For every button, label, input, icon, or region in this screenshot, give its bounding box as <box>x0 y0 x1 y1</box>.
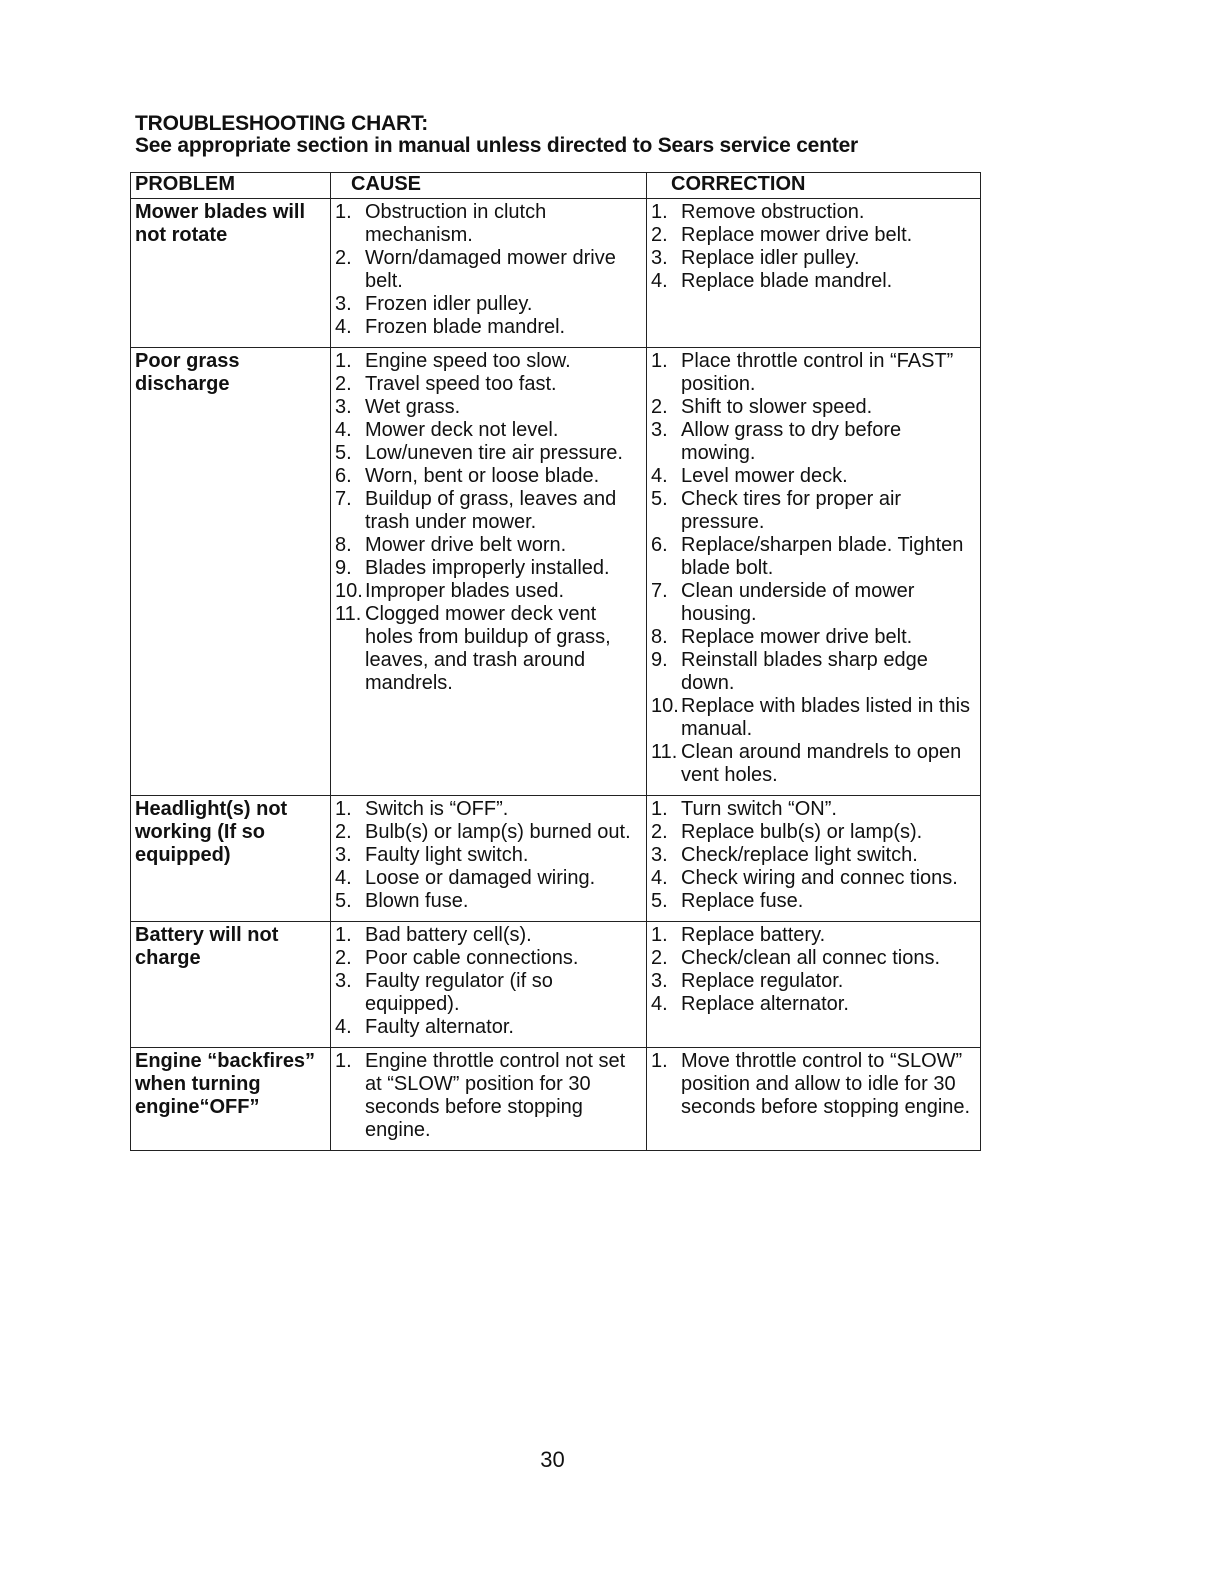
correction-item-number: 3. <box>651 844 668 866</box>
correction-item <box>651 224 976 247</box>
table-row <box>131 796 981 922</box>
cause-item-number: 3. <box>335 293 352 315</box>
cause-item <box>335 1050 642 1142</box>
correction-item <box>651 695 976 741</box>
correction-item-text: Turn switch “ON”. <box>681 798 837 820</box>
correction-item <box>651 798 976 821</box>
cause-item-number: 8. <box>335 534 352 556</box>
correction-item-text: Replace battery. <box>681 924 826 946</box>
correction-item <box>651 867 976 890</box>
problem-cell: Battery will not charge <box>131 922 331 1048</box>
correction-item <box>651 821 976 844</box>
correction-item-number: 7. <box>651 580 668 602</box>
header-correction: CORRECTION <box>647 173 981 199</box>
cause-item-text: Travel speed too fast. <box>365 373 557 395</box>
correction-item <box>651 419 976 465</box>
correction-item <box>651 201 976 224</box>
cause-item-number: 1. <box>335 1050 352 1072</box>
correction-cell <box>647 1048 981 1151</box>
correction-item <box>651 488 976 534</box>
correction-list <box>651 924 976 1016</box>
cause-item <box>335 580 642 603</box>
cause-cell <box>331 199 647 348</box>
cause-item <box>335 293 642 316</box>
cause-item <box>335 247 642 293</box>
header-problem: PROBLEM <box>131 173 331 199</box>
cause-item-text: Buildup of grass, leaves and trash under mower. <box>365 488 617 533</box>
cause-item <box>335 201 642 247</box>
cause-item-number: 3. <box>335 844 352 866</box>
cause-cell <box>331 796 647 922</box>
correction-item <box>651 626 976 649</box>
header-cause: CAUSE <box>331 173 647 199</box>
correction-item-text: Reinstall blades sharp edge down. <box>681 649 928 694</box>
correction-item-text: Allow grass to dry before mowing. <box>681 419 902 464</box>
cause-item-text: Low/uneven tire air pressure. <box>365 442 623 464</box>
correction-item-text: Replace mower drive belt. <box>681 626 913 648</box>
cause-item-number: 1. <box>335 924 352 946</box>
correction-cell <box>647 922 981 1048</box>
correction-list <box>651 798 976 913</box>
cause-item-number: 2. <box>335 247 352 269</box>
correction-item-text: Level mower deck. <box>681 465 848 487</box>
cause-item-text: Loose or damaged wiring. <box>365 867 596 889</box>
cause-item-number: 3. <box>335 396 352 418</box>
cause-list <box>335 350 642 695</box>
correction-item-number: 10. <box>651 695 679 717</box>
correction-item-text: Check tires for proper air pressure. <box>681 488 902 533</box>
cause-item-text: Blades improperly installed. <box>365 557 610 579</box>
cause-cell <box>331 922 647 1048</box>
correction-item <box>651 534 976 580</box>
cause-list <box>335 924 642 1039</box>
cause-item-text: Bulb(s) or lamp(s) burned out. <box>365 821 631 843</box>
correction-item-number: 3. <box>651 247 668 269</box>
correction-item <box>651 890 976 913</box>
cause-item <box>335 924 642 947</box>
correction-list <box>651 350 976 787</box>
correction-item-number: 5. <box>651 890 668 912</box>
correction-item-number: 3. <box>651 970 668 992</box>
correction-item <box>651 396 976 419</box>
cause-item-text: Faulty regulator (if so equipped). <box>365 970 553 1015</box>
cause-item-number: 2. <box>335 821 352 843</box>
cause-item-text: Mower deck not level. <box>365 419 559 441</box>
correction-item-number: 3. <box>651 419 668 441</box>
cause-item <box>335 350 642 373</box>
cause-item <box>335 419 642 442</box>
page-number: 30 <box>540 1447 565 1472</box>
correction-cell <box>647 199 981 348</box>
cause-item <box>335 970 642 1016</box>
cause-item <box>335 890 642 913</box>
cause-item-number: 1. <box>335 350 352 372</box>
correction-item <box>651 350 976 396</box>
cause-item <box>335 603 642 695</box>
correction-item-text: Replace with blades listed in this manual. <box>681 695 971 740</box>
correction-item <box>651 924 976 947</box>
correction-item <box>651 580 976 626</box>
correction-item-number: 1. <box>651 201 668 223</box>
correction-item-text: Check/replace light switch. <box>681 844 918 866</box>
cause-item-text: Engine throttle control not set at “SLOW” position for 30 seconds before stopping engine. <box>365 1050 626 1141</box>
cause-item-number: 5. <box>335 442 352 464</box>
correction-item-text: Replace fuse. <box>681 890 804 912</box>
cause-item-text: Worn, bent or loose blade. <box>365 465 600 487</box>
correction-item-number: 1. <box>651 350 668 372</box>
correction-item-text: Replace alternator. <box>681 993 849 1015</box>
cause-item <box>335 396 642 419</box>
cause-item-text: Mower drive belt worn. <box>365 534 567 556</box>
cause-item-text: Bad battery cell(s). <box>365 924 532 946</box>
correction-item-text: Replace bulb(s) or lamp(s). <box>681 821 923 843</box>
cause-list <box>335 201 642 339</box>
correction-cell <box>647 348 981 796</box>
correction-item-number: 4. <box>651 993 668 1015</box>
cause-item <box>335 534 642 557</box>
correction-item <box>651 741 976 787</box>
cause-item <box>335 798 642 821</box>
cause-item <box>335 1016 642 1039</box>
correction-item-number: 1. <box>651 924 668 946</box>
cause-item <box>335 373 642 396</box>
cause-item-text: Switch is “OFF”. <box>365 798 509 820</box>
correction-item-text: Replace/sharpen blade. Tighten blade bolt. <box>681 534 964 579</box>
problem-cell: Engine “backfires” when turning engine“OFF” <box>131 1048 331 1151</box>
correction-item <box>651 947 976 970</box>
cause-item-number: 3. <box>335 970 352 992</box>
correction-list <box>651 201 976 293</box>
cause-item-text: Faulty light switch. <box>365 844 529 866</box>
cause-item <box>335 488 642 534</box>
cause-item <box>335 442 642 465</box>
cause-item-text: Obstruction in clutch mechanism. <box>365 201 547 246</box>
correction-item-text: Clean around mandrels to open vent holes. <box>681 741 962 786</box>
correction-item-number: 5. <box>651 488 668 510</box>
correction-item <box>651 247 976 270</box>
cause-item-number: 7. <box>335 488 352 510</box>
cause-item-number: 4. <box>335 316 352 338</box>
correction-item <box>651 465 976 488</box>
cause-cell <box>331 1048 647 1151</box>
cause-item <box>335 465 642 488</box>
correction-item-text: Move throttle control to “SLOW” position and allow to idle for 30 seconds before stopping engine. <box>681 1050 971 1118</box>
correction-item-number: 2. <box>651 396 668 418</box>
correction-item <box>651 993 976 1016</box>
cause-cell <box>331 348 647 796</box>
chart-title: TROUBLESHOOTING CHART: <box>135 112 429 135</box>
cause-item-text: Engine speed too slow. <box>365 350 571 372</box>
problem-cell: Headlight(s) not working (If so equipped) <box>131 796 331 922</box>
correction-item-number: 2. <box>651 947 668 969</box>
cause-item-number: 11. <box>335 603 362 625</box>
correction-cell <box>647 796 981 922</box>
troubleshooting-table <box>130 172 981 1151</box>
chart-subtitle: See appropriate section in manual unless directed to Sears service center <box>135 134 859 157</box>
cause-item <box>335 821 642 844</box>
cause-item <box>335 844 642 867</box>
table-header-row <box>131 173 981 199</box>
cause-item <box>335 557 642 580</box>
cause-item-text: Faulty alternator. <box>365 1016 514 1038</box>
correction-item-number: 6. <box>651 534 668 556</box>
cause-item-text: Poor cable connections. <box>365 947 579 969</box>
cause-item-number: 6. <box>335 465 352 487</box>
correction-item-number: 2. <box>651 821 668 843</box>
cause-item-number: 4. <box>335 419 352 441</box>
correction-item <box>651 970 976 993</box>
correction-item-text: Shift to slower speed. <box>681 396 873 418</box>
cause-item-text: Improper blades used. <box>365 580 565 602</box>
cause-item-number: 5. <box>335 890 352 912</box>
correction-item-number: 11. <box>651 741 678 763</box>
correction-item <box>651 649 976 695</box>
cause-item-number: 2. <box>335 947 352 969</box>
table-row <box>131 199 981 348</box>
cause-list <box>335 1050 642 1142</box>
correction-item-number: 1. <box>651 1050 668 1072</box>
table-row <box>131 348 981 796</box>
correction-item-text: Replace mower drive belt. <box>681 224 913 246</box>
correction-item-text: Check/clean all connec tions. <box>681 947 941 969</box>
cause-item-number: 9. <box>335 557 352 579</box>
correction-item-text: Replace regulator. <box>681 970 844 992</box>
cause-list <box>335 798 642 913</box>
correction-item-text: Replace blade mandrel. <box>681 270 893 292</box>
correction-item-text: Replace idler pulley. <box>681 247 860 269</box>
correction-item-number: 4. <box>651 465 668 487</box>
cause-item-number: 1. <box>335 201 352 223</box>
problem-cell: Poor grass discharge <box>131 348 331 796</box>
cause-item-number: 4. <box>335 867 352 889</box>
cause-item <box>335 947 642 970</box>
correction-item-number: 4. <box>651 270 668 292</box>
table-body <box>131 199 981 1151</box>
cause-item-number: 10. <box>335 580 363 602</box>
cause-item <box>335 867 642 890</box>
correction-item-number: 2. <box>651 224 668 246</box>
cause-item-text: Clogged mower deck vent holes from buildup of grass, leaves, and trash around mandrels. <box>365 603 611 694</box>
cause-item-text: Blown fuse. <box>365 890 469 912</box>
correction-item-text: Clean underside of mower housing. <box>681 580 915 625</box>
correction-item-number: 4. <box>651 867 668 889</box>
table-row <box>131 922 981 1048</box>
problem-cell: Mower blades will not rotate <box>131 199 331 348</box>
correction-item <box>651 270 976 293</box>
correction-item-text: Remove obstruction. <box>681 201 865 223</box>
correction-item <box>651 1050 976 1119</box>
cause-item-text: Worn/damaged mower drive belt. <box>365 247 616 292</box>
correction-item <box>651 844 976 867</box>
correction-item-text: Place throttle control in “FAST” position. <box>681 350 954 395</box>
correction-list <box>651 1050 976 1119</box>
cause-item-number: 1. <box>335 798 352 820</box>
cause-item-number: 4. <box>335 1016 352 1038</box>
cause-item-text: Wet grass. <box>365 396 461 418</box>
correction-item-text: Check wiring and connec tions. <box>681 867 958 889</box>
cause-item <box>335 316 642 339</box>
cause-item-text: Frozen blade mandrel. <box>365 316 566 338</box>
cause-item-text: Frozen idler pulley. <box>365 293 533 315</box>
correction-item-number: 1. <box>651 798 668 820</box>
correction-item-number: 8. <box>651 626 668 648</box>
correction-item-number: 9. <box>651 649 668 671</box>
table-row <box>131 1048 981 1151</box>
cause-item-number: 2. <box>335 373 352 395</box>
